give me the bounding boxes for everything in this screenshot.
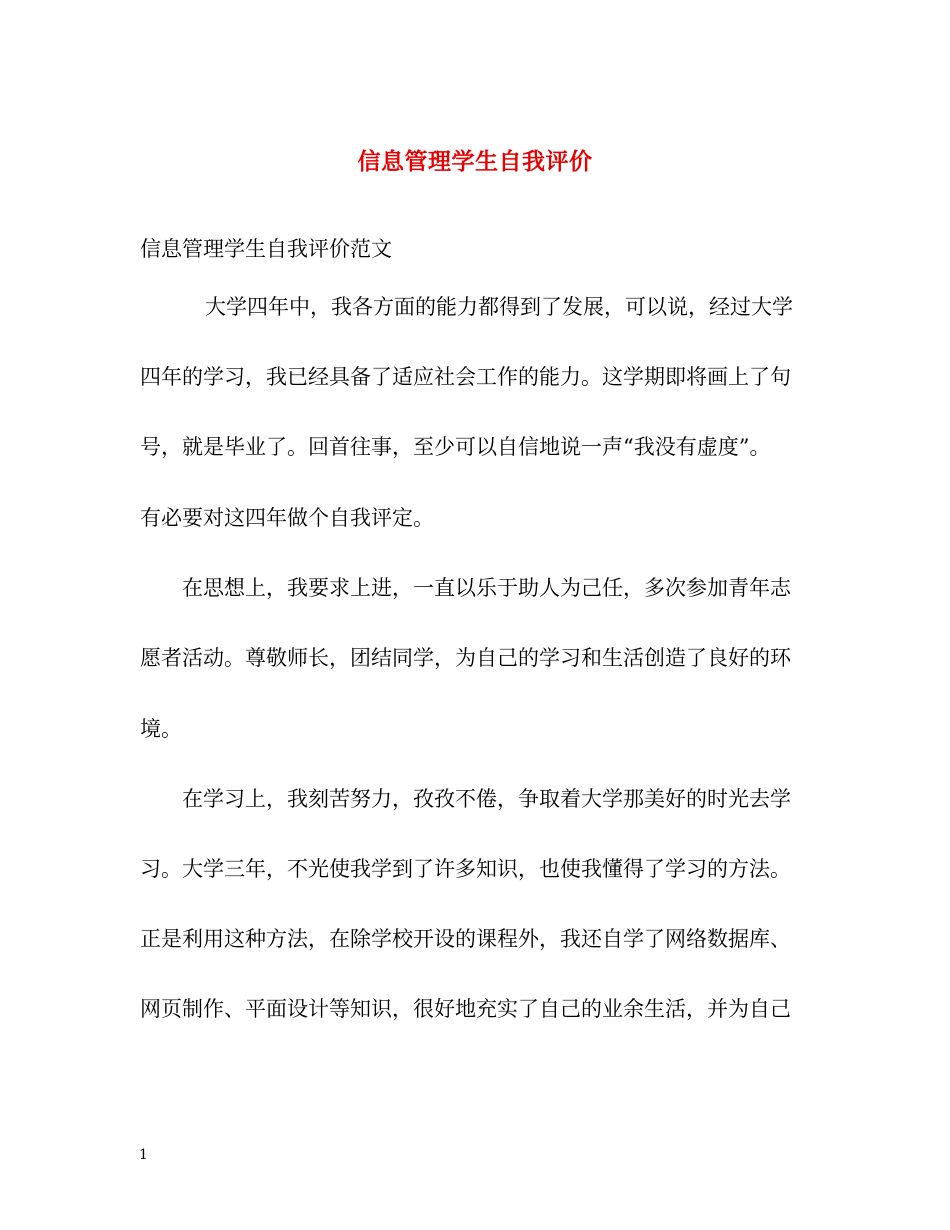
paragraph-line: 正是利用这种方法，在除学校开设的课程外，我还自学了网络数据库、 [140,927,791,951]
document-title: 信息管理学生自我评价 [357,148,593,175]
document-subtitle: 信息管理学生自我评价范文 [140,237,392,261]
paragraph-line: 在思想上，我要求上进，一直以乐于助人为己任，多次参加青年志 [182,576,791,600]
paragraph-line: 四年的学习，我已经具备了适应社会工作的能力。这学期即将画上了句 [140,365,791,389]
paragraph-line: 大学四年中，我各方面的能力都得到了发展，可以说，经过大学 [205,295,793,319]
paragraph-line: 习。大学三年，不光使我学到了许多知识，也使我懂得了学习的方法。 [140,857,791,881]
paragraph-line: 在学习上，我刻苦努力，孜孜不倦，争取着大学那美好的时光去学 [182,787,791,811]
paragraph-line: 有必要对这四年做个自我评定。 [140,506,434,530]
paragraph-line: 网页制作、平面设计等知识，很好地充实了自己的业余生活，并为自己 [140,997,791,1021]
paragraph-line: 号，就是毕业了。回首往事，至少可以自信地说一声“我没有虚度”。 [140,435,771,459]
paragraph-line: 境。 [140,717,182,741]
page-number: 1 [139,1147,148,1163]
paragraph-line: 愿者活动。尊敬师长，团结同学，为自己的学习和生活创造了良好的环 [140,646,791,670]
